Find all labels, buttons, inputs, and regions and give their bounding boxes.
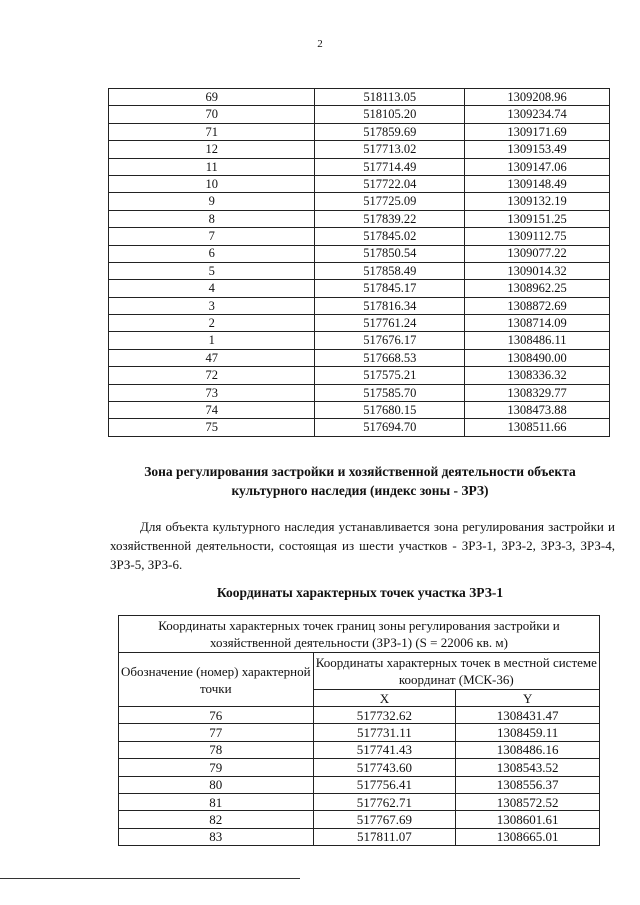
- table-row: [109, 158, 610, 175]
- x-coordinate-cell: 517839.22: [315, 210, 465, 227]
- table-row: [119, 811, 600, 828]
- y-coordinate-cell: 1308572.52: [456, 793, 600, 810]
- x-coordinate-cell: 517858.49: [315, 262, 465, 279]
- x-coordinate-cell: 517816.34: [315, 297, 465, 314]
- x-coordinate-cell: 517859.69: [315, 123, 465, 140]
- body-paragraph: Для объекта культурного наследия устанавливается зона регулирования застройки и хозяйственной деятельности, состоящая из шести участков - ЗРЗ-1, ЗРЗ-2, ЗРЗ-3, ЗРЗ-4, ЗРЗ-5, ЗРЗ-6.: [110, 519, 615, 572]
- x-coordinate-cell: 517676.17: [315, 332, 465, 349]
- y-coordinate-cell: 1309132.19: [465, 193, 610, 210]
- point-number-cell: 9: [109, 193, 315, 210]
- coordinates-table-continued: [108, 88, 610, 437]
- table-row: [119, 724, 600, 741]
- table-row: [109, 228, 610, 245]
- table-row: [109, 193, 610, 210]
- point-number-cell: 70: [109, 106, 315, 123]
- y-coordinate-cell: 1308431.47: [456, 707, 600, 724]
- y-coordinate-cell: 1308962.25: [465, 280, 610, 297]
- table-row: [119, 776, 600, 793]
- y-coordinate-cell: 1308473.88: [465, 402, 610, 419]
- y-coordinate-cell: 1308486.16: [456, 741, 600, 758]
- table-row: [109, 245, 610, 262]
- x-coordinate-cell: 517850.54: [315, 245, 465, 262]
- x-coordinate-cell: 518105.20: [315, 106, 465, 123]
- x-coordinate-cell: 517845.17: [315, 280, 465, 297]
- table-row: [109, 280, 610, 297]
- y-coordinate-cell: 1308601.61: [456, 811, 600, 828]
- subsection-heading: Координаты характерных точек участка ЗРЗ-1: [216, 585, 504, 600]
- footer-divider: [0, 878, 300, 879]
- table-row: [109, 419, 610, 436]
- x-coordinate-cell: 518113.05: [315, 89, 465, 106]
- table-row: [109, 384, 610, 401]
- table-row: [119, 741, 600, 758]
- y-coordinate-cell: 1309171.69: [465, 123, 610, 140]
- x-coordinate-cell: 517668.53: [315, 349, 465, 366]
- point-number-header: Обозначение (номер) характерной точки: [119, 653, 314, 707]
- point-number-cell: 69: [109, 89, 315, 106]
- y-coordinate-cell: 1308486.11: [465, 332, 610, 349]
- point-number-cell: 74: [109, 402, 315, 419]
- x-coordinate-cell: 517811.07: [313, 828, 456, 845]
- y-coordinate-cell: 1308714.09: [465, 315, 610, 332]
- x-coordinate-cell: 517585.70: [315, 384, 465, 401]
- point-number-cell: 83: [119, 828, 314, 845]
- point-number-cell: 82: [119, 811, 314, 828]
- x-coordinate-cell: 517714.49: [315, 158, 465, 175]
- point-number-cell: 8: [109, 210, 315, 227]
- table-caption: Координаты характерных точек границ зоны регулирования застройки и хозяйственной деятельности (ЗРЗ-1) (S = 22006 кв. м): [119, 616, 600, 653]
- table-row: [119, 707, 600, 724]
- table-row: [109, 106, 610, 123]
- x-coordinate-cell: 517680.15: [315, 402, 465, 419]
- x-column-header: X: [313, 690, 456, 707]
- table-row: [109, 141, 610, 158]
- y-coordinate-cell: 1309153.49: [465, 141, 610, 158]
- table-row: [119, 828, 600, 845]
- point-number-cell: 5: [109, 262, 315, 279]
- y-coordinate-cell: 1309077.22: [465, 245, 610, 262]
- point-number-cell: 72: [109, 367, 315, 384]
- point-number-cell: 11: [109, 158, 315, 175]
- x-coordinate-cell: 517722.04: [315, 175, 465, 192]
- table-row: [109, 315, 610, 332]
- x-coordinate-cell: 517725.09: [315, 193, 465, 210]
- table-row: [109, 402, 610, 419]
- point-number-cell: 80: [119, 776, 314, 793]
- y-coordinate-cell: 1308329.77: [465, 384, 610, 401]
- table-row: [109, 175, 610, 192]
- point-number-cell: 2: [109, 315, 315, 332]
- y-column-header: Y: [456, 690, 600, 707]
- x-coordinate-cell: 517713.02: [315, 141, 465, 158]
- point-number-cell: 4: [109, 280, 315, 297]
- table-row: [119, 793, 600, 810]
- point-number-cell: 76: [119, 707, 314, 724]
- point-number-cell: 3: [109, 297, 315, 314]
- point-number-cell: 78: [119, 741, 314, 758]
- y-coordinate-cell: 1309014.32: [465, 262, 610, 279]
- table-row: [109, 210, 610, 227]
- x-coordinate-cell: 517743.60: [313, 759, 456, 776]
- point-number-cell: 77: [119, 724, 314, 741]
- point-number-cell: 6: [109, 245, 315, 262]
- table-row: [109, 89, 610, 106]
- x-coordinate-cell: 517694.70: [315, 419, 465, 436]
- coordinates-header: Координаты характерных точек в местной системе координат (МСК-36): [313, 653, 599, 690]
- section-heading: Зона регулирования застройки и хозяйственной деятельности объекта культурного наследия (индекс зоны - ЗРЗ): [144, 464, 576, 498]
- y-coordinate-cell: 1308490.00: [465, 349, 610, 366]
- y-coordinate-cell: 1308336.32: [465, 367, 610, 384]
- x-coordinate-cell: 517767.69: [313, 811, 456, 828]
- point-number-cell: 71: [109, 123, 315, 140]
- point-number-cell: 10: [109, 175, 315, 192]
- x-coordinate-cell: 517731.11: [313, 724, 456, 741]
- table-row: [109, 297, 610, 314]
- point-number-cell: 1: [109, 332, 315, 349]
- y-coordinate-cell: 1308665.01: [456, 828, 600, 845]
- point-number-cell: 47: [109, 349, 315, 366]
- y-coordinate-cell: 1309234.74: [465, 106, 610, 123]
- table-row: [119, 759, 600, 776]
- y-coordinate-cell: 1308511.66: [465, 419, 610, 436]
- x-coordinate-cell: 517741.43: [313, 741, 456, 758]
- table-row: [109, 367, 610, 384]
- y-coordinate-cell: 1308459.11: [456, 724, 600, 741]
- point-number-cell: 75: [109, 419, 315, 436]
- y-coordinate-cell: 1308872.69: [465, 297, 610, 314]
- point-number-cell: 12: [109, 141, 315, 158]
- point-number-cell: 81: [119, 793, 314, 810]
- table-row: [109, 123, 610, 140]
- y-coordinate-cell: 1309147.06: [465, 158, 610, 175]
- y-coordinate-cell: 1309112.75: [465, 228, 610, 245]
- x-coordinate-cell: 517732.62: [313, 707, 456, 724]
- point-number-cell: 79: [119, 759, 314, 776]
- x-coordinate-cell: 517761.24: [315, 315, 465, 332]
- zrz1-coordinates-table: [118, 615, 600, 846]
- x-coordinate-cell: 517756.41: [313, 776, 456, 793]
- x-coordinate-cell: 517845.02: [315, 228, 465, 245]
- table-row: [109, 349, 610, 366]
- y-coordinate-cell: 1309151.25: [465, 210, 610, 227]
- y-coordinate-cell: 1309148.49: [465, 175, 610, 192]
- y-coordinate-cell: 1309208.96: [465, 89, 610, 106]
- y-coordinate-cell: 1308543.52: [456, 759, 600, 776]
- x-coordinate-cell: 517575.21: [315, 367, 465, 384]
- page-number: 2: [317, 38, 323, 50]
- point-number-cell: 7: [109, 228, 315, 245]
- x-coordinate-cell: 517762.71: [313, 793, 456, 810]
- table-row: [109, 332, 610, 349]
- table-row: [109, 262, 610, 279]
- point-number-cell: 73: [109, 384, 315, 401]
- y-coordinate-cell: 1308556.37: [456, 776, 600, 793]
